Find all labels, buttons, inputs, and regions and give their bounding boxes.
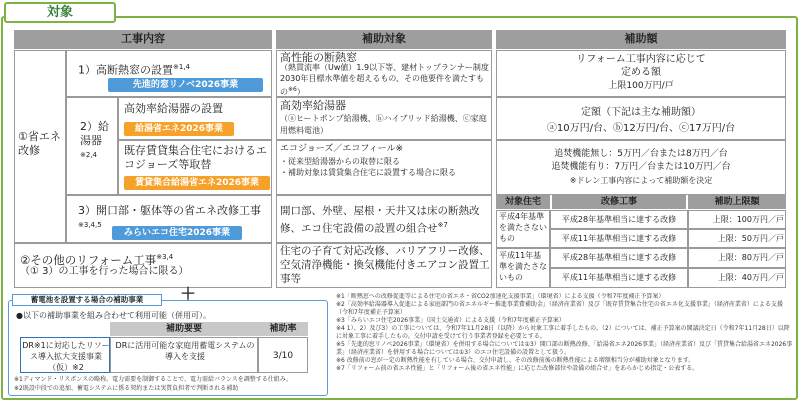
subtable-header-work: 改修工事 bbox=[552, 195, 686, 209]
subtable-group1-label: 平成4年基準を満たさないもの bbox=[499, 212, 547, 243]
row1-target-detail: （熱貫流率（Uw値）1.9以下等、建材トップランナー制度2030年目標水準値を超えるもの、その他要件を満たすもの$^{※6}$） bbox=[280, 63, 489, 97]
row2b-amount-line3: ※ドレン工事内容によって補助額を決定 bbox=[569, 176, 713, 185]
footnote-3: ※3「みらいエコ住宅2026事業」（国土交通省）による支援（令和7年度補正予算案） bbox=[336, 317, 565, 324]
footnote-1: ※1「断熱窓への改修促進等による住宅の省エネ・省CO2加速化支援事業」（環境省）による支援（令和7年度補正予算案） bbox=[336, 293, 665, 300]
row2b-name: 既存賃貸集合住宅におけるエコジョーズ等取替 bbox=[124, 144, 267, 171]
section-title: 対象 bbox=[4, 2, 116, 23]
battery-col2-header: 補助率 bbox=[258, 322, 308, 336]
subtable-header-limit: 補助上限額 bbox=[688, 195, 786, 209]
footnotes bbox=[336, 293, 794, 397]
subtable-g2r2-work-text: 平成11年基準相当に達する改修 bbox=[561, 273, 677, 282]
battery-heading: 蓄電池を設置する場合の補助事業 bbox=[12, 294, 162, 306]
subtable-g1r1-limit-text: 上限：100万円／戸 bbox=[712, 215, 784, 224]
row2a-name: 高効率給湯器の設置 bbox=[124, 102, 223, 115]
subtable-g1r1-work-text: 平成28年基準相当に達する改修 bbox=[561, 215, 677, 224]
row4-target: 住宅の子育て対応改修、バリアフリー改修、空気清浄機能・換気機能付きエアコン設置工事等 bbox=[280, 245, 490, 285]
row3-name: 3）開口部・躯体等の省エネ改修工事$^{※3,4,5}$ bbox=[78, 204, 261, 229]
battery-note2: ※2既設中段での追加、蓄電システムに係る契約または実質負担者で判断される補助 bbox=[14, 385, 239, 392]
footnote-4: ※4 1）、2）及び3）の工事については、令和7年11月28日（以降）から対象工事に着手したもの。（2）については、補正予算案の閣議決定日（令和7年11月28日）以降に対象工事に着手したもの。交付申請を受けて行う事業者登録を必要とする。 bbox=[336, 325, 790, 340]
subtable-g1r2-limit-text: 上限：50万円／戸 bbox=[717, 234, 784, 243]
header-target: 補助対象 bbox=[276, 30, 492, 49]
row2a-amount-line1: 定額（下記は主な補助額） bbox=[581, 107, 701, 118]
subtable-header-housing: 対象住宅 bbox=[496, 195, 550, 209]
row2b-amount-line1: 追焚機能無し：5万円／台または8万円／台 bbox=[554, 149, 728, 159]
other-reform-label: ②その他のリフォーム工事$^{※3,4}$ bbox=[20, 252, 174, 267]
subtable-group2-label: 平成11年基準を満たさないもの bbox=[499, 251, 547, 282]
footnote-2: ※2「高効率給湯器導入促進による家庭部門の省エネルギー推進事業費補助金」（経済産業省）及び「既存賃貸集合住宅の省エネ化支援事業」（経済産業省）による支援（令和7年度補正予算案） bbox=[336, 301, 783, 316]
other-reform-sub: （① 3）の工事を行った場合に限る） bbox=[20, 266, 189, 277]
subtable-g2r2-limit-text: 上限：40万円／戸 bbox=[717, 273, 784, 282]
row2a-target-title: 高効率給湯器 bbox=[280, 99, 346, 112]
row2a-amount-line2: ⓐ10万円/台、ⓑ12万円/台、ⓒ17万円/台 bbox=[546, 123, 736, 134]
battery-rate: 3/10 bbox=[272, 351, 294, 361]
battery-name: DR※1に対応したリソース導入拡大支援事業（仮）※2 bbox=[22, 341, 110, 372]
row1-name: 1）高断熱窓の設置$^{※1,4}$ bbox=[78, 63, 190, 77]
row3-badge: みらいエコ住宅2026事業 bbox=[112, 226, 242, 240]
subtable-g2r1-work-text: 平成28年基準相当に達する改修 bbox=[561, 253, 677, 262]
subtable-g2r1-limit-text: 上限：80万円／戸 bbox=[717, 253, 784, 262]
plus-icon: ＋ bbox=[180, 284, 197, 303]
row2b-target-title: エコジョーズ／エコフィール※ bbox=[280, 144, 404, 154]
battery-note1: ※1ディマンド・リスポンスの略称。電力需要を制御することで、電力需給バランスを調整する仕組み。 bbox=[14, 376, 293, 383]
row2b-amount-line2: 追焚機能有り：7万円／台または10万円／台 bbox=[551, 162, 731, 172]
row2a-badge: 給湯省エネ2026事業 bbox=[124, 122, 234, 136]
header-amount: 補助額 bbox=[496, 30, 786, 49]
row1-amount-line3: 上限100万円/戸 bbox=[608, 81, 674, 91]
battery-desc: DRに活用可能な家庭用蓄電システムの導入を支援 bbox=[115, 341, 255, 361]
footnote-6: ※6 改修前の窓が一定の断熱性能を有している場合、交付申請し、その改修前後の断熱性能による増額相当分が補助対象となります。 bbox=[336, 357, 695, 364]
row1-amount-line2: 定める額 bbox=[621, 67, 661, 78]
row3-target: 開口部、外壁、屋根・天井又は床の断熱改修、エコ住宅設備の設置の組合せ$^{※7}$ bbox=[280, 205, 480, 235]
energy-renovation-label: ①省エネ改修 bbox=[18, 130, 61, 157]
footnote-7: ※7「リフォーム前の省エネ性能」と「リフォーム後の省エネ性能」に応じた改修部位や設備の組合せ」をあらかじめ指定・公表する。 bbox=[336, 365, 699, 372]
row2a-target-detail: （ⓐヒートポンプ給湯機、ⓑハイブリッド給湯機、ⓒ家庭用燃料電池） bbox=[280, 114, 487, 135]
row1-badge: 先進的窓リノベ2026事業 bbox=[108, 78, 263, 92]
header-content: 工事内容 bbox=[14, 30, 272, 49]
footnote-5: ※5「先進的窓リノベ2026事業」（環境省）を併用する場合については①3）開口部の断熱改修、「給湯省エネ2026事業」（経済産業省）及び「賃貸集合給湯省エネ2026事業」（経済産業省）を併用する場合については①3）のエコ住宅設備の設置として扱う。 bbox=[336, 341, 793, 356]
row2b-badge: 賃貸集合給湯省エネ2026事業 bbox=[124, 176, 270, 190]
row2-label: 2）給湯器 $^{※2,4}$ bbox=[80, 120, 109, 159]
row2b-target-detail2: ・補助対象は賃貸集合住宅に設置する場合に限る bbox=[280, 168, 456, 177]
subtable-g1r2-work-text: 平成11年基準相当に達する改修 bbox=[561, 234, 677, 243]
battery-col1-header: 補助要要 bbox=[110, 322, 258, 336]
row1-target-title: 高性能の断熱窓 bbox=[280, 51, 357, 64]
row2b-target-detail1: ・従来型給湯器からの取替に限る bbox=[280, 157, 400, 166]
battery-intro: ●以下の補助事業を組み合わせて利用可能（併用可）。 bbox=[16, 311, 211, 320]
row1-amount-line1: リフォーム工事内容に応じて bbox=[576, 54, 706, 65]
